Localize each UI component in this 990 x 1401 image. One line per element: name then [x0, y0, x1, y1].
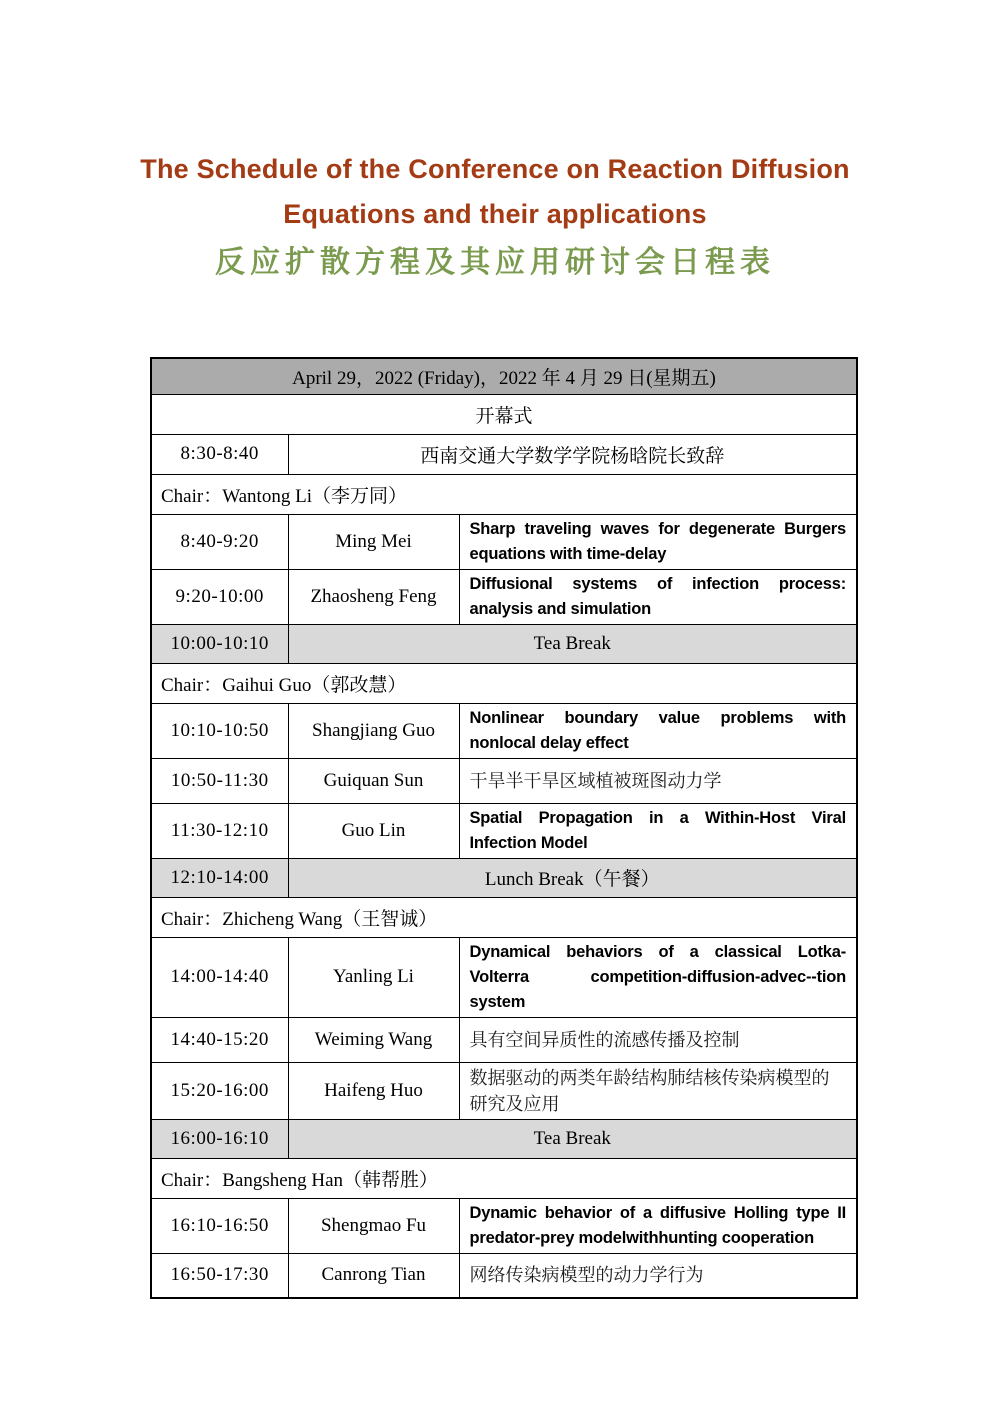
speaker-cell: Canrong Tian	[288, 1253, 459, 1298]
time-cell: 8:30-8:40	[151, 434, 288, 474]
document-title-block	[0, 0, 990, 281]
talk-title-cell: Dynamical behaviors of a classical Lotka-Volterra competition-diffusion-advec--tion system	[459, 937, 857, 1017]
speaker-cell: Shengmao Fu	[288, 1198, 459, 1253]
chair-row	[151, 663, 857, 703]
section-row	[151, 394, 857, 434]
talk-title-cell: Spatial Propagation in a Within-Host Viral Infection Model	[459, 803, 857, 858]
break-label-cell: Tea Break	[288, 624, 857, 663]
talk-row	[151, 758, 857, 803]
time-cell: 14:40-15:20	[151, 1017, 288, 1062]
time-cell: 16:50-17:30	[151, 1253, 288, 1298]
speaker-cell: Weiming Wang	[288, 1017, 459, 1062]
title-english-line1: The Schedule of the Conference on Reaction Diffusion	[140, 154, 850, 184]
talk-row	[151, 514, 857, 569]
time-cell: 15:20-16:00	[151, 1062, 288, 1119]
chair-cell: Chair：Gaihui Guo（郭改慧）	[151, 663, 857, 703]
break-row	[151, 1119, 857, 1158]
break-label-cell: Tea Break	[288, 1119, 857, 1158]
speaker-cell: Guo Lin	[288, 803, 459, 858]
speaker-cell: Ming Mei	[288, 514, 459, 569]
chair-row	[151, 474, 857, 514]
talk-row	[151, 1253, 857, 1298]
schedule-table	[150, 357, 858, 1299]
talk-title-cell: 网络传染病模型的动力学行为	[459, 1253, 857, 1298]
time-cell: 10:50-11:30	[151, 758, 288, 803]
talk-row	[151, 937, 857, 1017]
event-row	[151, 434, 857, 474]
chair-row	[151, 1158, 857, 1198]
talk-row	[151, 1017, 857, 1062]
schedule-table-body	[151, 358, 857, 1298]
time-cell: 14:00-14:40	[151, 937, 288, 1017]
time-cell: 10:10-10:50	[151, 703, 288, 758]
time-cell: 8:40-9:20	[151, 514, 288, 569]
title-english-line2: Equations and their applications	[283, 199, 707, 229]
date-header-cell: April 29，2022 (Friday)，2022 年 4 月 29 日(星期五)	[151, 358, 857, 394]
time-cell: 9:20-10:00	[151, 569, 288, 624]
time-cell: 11:30-12:10	[151, 803, 288, 858]
chair-cell: Chair：Zhicheng Wang（王智诚）	[151, 897, 857, 937]
time-cell: 10:00-10:10	[151, 624, 288, 663]
talk-row	[151, 703, 857, 758]
section-title-cell: 开幕式	[151, 394, 857, 434]
speaker-cell: Haifeng Huo	[288, 1062, 459, 1119]
title-chinese: 反应扩散方程及其应用研讨会日程表	[215, 246, 775, 279]
chair-cell: Chair：Wantong Li（李万同）	[151, 474, 857, 514]
date-header-row	[151, 358, 857, 394]
talk-title-cell: 具有空间异质性的流感传播及控制	[459, 1017, 857, 1062]
talk-row	[151, 1062, 857, 1119]
time-cell: 16:00-16:10	[151, 1119, 288, 1158]
event-text-cell: 西南交通大学数学学院杨晗院长致辞	[288, 434, 857, 474]
speaker-cell: Zhaosheng Feng	[288, 569, 459, 624]
talk-row	[151, 803, 857, 858]
talk-title-cell: Dynamic behavior of a diffusive Holling type II predator-prey modelwithhunting cooperation	[459, 1198, 857, 1253]
break-label-cell: Lunch Break（午餐）	[288, 858, 857, 897]
chair-row	[151, 897, 857, 937]
speaker-cell: Yanling Li	[288, 937, 459, 1017]
time-cell: 12:10-14:00	[151, 858, 288, 897]
break-row	[151, 858, 857, 897]
talk-row	[151, 1198, 857, 1253]
time-cell: 16:10-16:50	[151, 1198, 288, 1253]
talk-title-cell: 干旱半干旱区域植被斑图动力学	[459, 758, 857, 803]
talk-title-cell: Sharp traveling waves for degenerate Burgers equations with time-delay	[459, 514, 857, 569]
talk-title-cell: 数据驱动的两类年龄结构肺结核传染病模型的研究及应用	[459, 1062, 857, 1119]
talk-title-cell: Diffusional systems of infection process: analysis and simulation	[459, 569, 857, 624]
break-row	[151, 624, 857, 663]
talk-row	[151, 569, 857, 624]
talk-title-cell: Nonlinear boundary value problems with nonlocal delay effect	[459, 703, 857, 758]
chair-cell: Chair：Bangsheng Han（韩帮胜）	[151, 1158, 857, 1198]
speaker-cell: Guiquan Sun	[288, 758, 459, 803]
speaker-cell: Shangjiang Guo	[288, 703, 459, 758]
